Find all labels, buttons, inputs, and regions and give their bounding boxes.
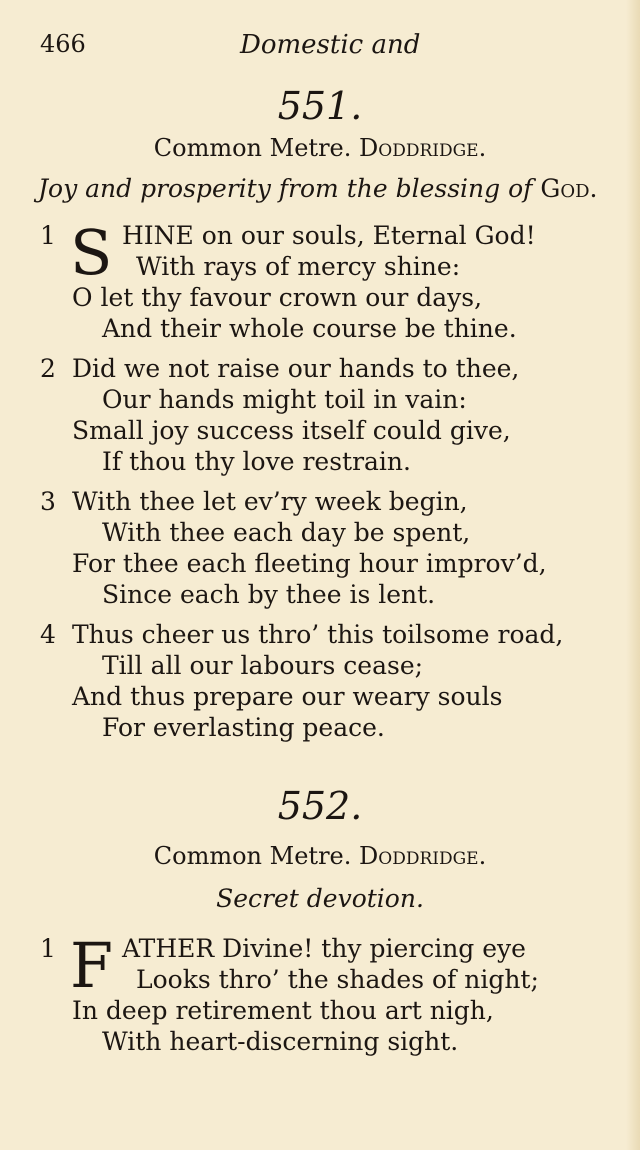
verse-line: And their whole course be thine. — [102, 314, 517, 343]
drop-cap: F — [70, 929, 114, 1002]
verse-number: 3 — [40, 487, 56, 516]
hymn-metre: Common Metre. Doddridge. — [153, 134, 487, 162]
verse-line: 1 F ATHER Divine! thy piercing eye — [40, 929, 526, 1002]
page-number: 466 — [40, 30, 86, 58]
page-header — [40, 30, 600, 70]
verse-line: If thou thy love restrain. — [102, 447, 411, 476]
verse-line: 3 With thee let ev’ry week begin, — [40, 487, 468, 516]
verse-line: Our hands might toil in vain: — [102, 385, 467, 414]
verse-line: Till all our labours cease; — [102, 651, 424, 680]
verse-number: 2 — [40, 354, 56, 383]
stanza — [40, 486, 600, 610]
hymn-number: 552. — [277, 784, 363, 828]
verse-line: With heart-discerning sight. — [102, 1027, 459, 1056]
stanza — [40, 619, 600, 743]
hymn-author: Doddridge. — [359, 134, 487, 162]
verse-number: 1 — [40, 934, 56, 963]
verse-line: And thus prepare our weary souls — [72, 682, 503, 711]
verse-line: Looks thro’ the shades of night; — [136, 965, 539, 994]
verse-line: For thee each fleeting hour improv’d, — [72, 549, 547, 578]
hymn-metre: Common Metre. Doddridge. — [153, 842, 487, 870]
verse-line: Small joy success itself could give, — [72, 416, 511, 445]
verse-line: With rays of mercy shine: — [136, 252, 461, 281]
verse-line: For everlasting peace. — [102, 713, 385, 742]
verse-line: O let thy favour crown our days, — [72, 283, 483, 312]
hymn-subject: Secret devotion. — [216, 884, 424, 913]
drop-cap: S — [70, 216, 113, 289]
hymn-subject: Joy and prosperity from the blessing of God. — [38, 174, 598, 203]
hymn-author: Doddridge. — [359, 842, 487, 870]
verse-line: 4 Thus cheer us thro’ this toilsome road, — [40, 620, 564, 649]
stanza — [40, 216, 600, 344]
page-edge — [626, 0, 640, 1150]
verse-number: 1 — [40, 221, 56, 250]
verse-line: With thee each day be spent, — [102, 518, 471, 547]
verse-line: Since each by thee is lent. — [102, 580, 436, 609]
hymn-number: 551. — [277, 84, 363, 128]
stanza — [40, 353, 600, 477]
verse-line: 2 Did we not raise our hands to thee, — [40, 354, 520, 383]
verse-number: 4 — [40, 620, 56, 649]
verse-line: 1 S HINE on our souls, Eternal God! — [40, 216, 536, 289]
verse-line: In deep retirement thou art nigh, — [72, 996, 494, 1025]
stanza — [40, 929, 600, 1057]
running-title: Domestic and — [240, 30, 421, 60]
